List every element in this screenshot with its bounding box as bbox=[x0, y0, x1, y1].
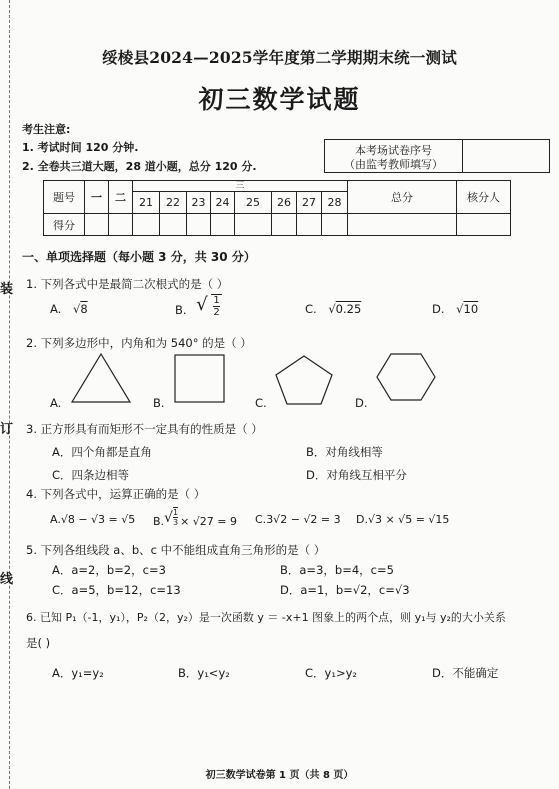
q5-option-b: B．a=3，b=4，c=5 bbox=[280, 563, 394, 577]
q4-c-label: C. bbox=[255, 513, 267, 526]
q3-option-c: C．四条边相等 bbox=[52, 468, 130, 482]
q4-stem: 4. 下列各式中，运算正确的是（ ） bbox=[26, 487, 206, 501]
q4-b-label: B. bbox=[153, 515, 165, 528]
q1-c-label: C. bbox=[305, 302, 317, 316]
q5-option-d: D．a=1，b=√2，c=√3 bbox=[280, 583, 410, 597]
score-num: 21 bbox=[133, 192, 160, 214]
q3-stem: 3. 正方形具有而矩形不一定具有的性质是（ ） bbox=[26, 422, 263, 436]
q1-d-radicand: 10 bbox=[463, 302, 479, 316]
score-num: 24 bbox=[211, 192, 235, 214]
score-num: 28 bbox=[322, 192, 348, 214]
q4-b-expr: × √27 = 9 bbox=[180, 515, 237, 528]
score-num: 27 bbox=[297, 192, 322, 214]
hexagon-icon bbox=[375, 352, 437, 402]
q2-option-a: A. bbox=[50, 396, 62, 410]
square-icon bbox=[174, 354, 226, 404]
q4-option-d bbox=[356, 513, 449, 526]
q3-option-d: D．对角线互相平分 bbox=[306, 468, 407, 482]
seat-number-box bbox=[324, 139, 550, 173]
score-num: 23 bbox=[187, 192, 211, 214]
binding-char-3: 线 bbox=[0, 572, 14, 587]
q1-c-radicand: 0.25 bbox=[335, 302, 362, 316]
q4-d-label: D. bbox=[356, 513, 368, 526]
q1-b-label: B. bbox=[175, 303, 187, 317]
q1-option-a: A. √8 bbox=[50, 302, 88, 316]
q4-a-label: A. bbox=[50, 513, 61, 526]
notice-item-2: 2. 全卷共三道大题，28 道小题，总分 120 分. bbox=[22, 160, 257, 173]
score-num: 22 bbox=[160, 192, 187, 214]
seat-box-line2: （由监考教师填写） bbox=[344, 158, 443, 171]
q4-d-expr: √3 × √5 = √15 bbox=[367, 513, 450, 526]
q1-b-denominator: 2 bbox=[213, 307, 220, 318]
score-group-3: 三 bbox=[133, 181, 348, 192]
q4-option-c bbox=[255, 513, 341, 526]
q6-stem-line2: 是( ) bbox=[26, 636, 51, 650]
score-table bbox=[43, 180, 511, 236]
q1-a-radicand: 8 bbox=[80, 302, 88, 316]
q4-a-expr: √8 − √3 = √5 bbox=[60, 513, 136, 526]
q1-a-label: A. bbox=[50, 302, 62, 316]
q1-option-d: D. √10 bbox=[432, 302, 479, 316]
q6-option-c: C．y₁>y₂ bbox=[305, 666, 357, 680]
q2-option-d: D. bbox=[355, 396, 368, 410]
q1-option-c: C. √0.25 bbox=[305, 302, 362, 316]
triangle-icon bbox=[70, 352, 132, 404]
page-footer: 初三数学试卷第 1 页（共 8 页） bbox=[205, 770, 354, 781]
score-row-label: 得分 bbox=[44, 214, 85, 236]
exam-subtitle: 初三数学试题 bbox=[198, 85, 361, 114]
score-num: 25 bbox=[235, 192, 272, 214]
q6-option-a: A．y₁=y₂ bbox=[52, 666, 104, 680]
q5-stem: 5. 下列各组线段 a、b、c 中不能组成直角三角形的是（ ） bbox=[26, 543, 326, 557]
q5-option-a: A．a=2，b=2，c=3 bbox=[52, 563, 166, 577]
q2-option-c: C. bbox=[255, 396, 267, 410]
q1-stem: 1. 下列各式中是最简二次根式的是（ ） bbox=[26, 277, 229, 291]
q1-d-label: D. bbox=[432, 302, 445, 316]
q4-option-a bbox=[50, 513, 135, 526]
q1-option-b: B. √ $\frac{1}{2}$ bbox=[175, 294, 220, 318]
q4-c-expr: 3√2 − √2 = 3 bbox=[266, 513, 341, 526]
score-col-1: 一 bbox=[85, 181, 109, 214]
exam-title: 绥棱县2024—2025学年度第二学期期末统一测试 bbox=[102, 48, 457, 67]
score-total: 总分 bbox=[348, 181, 457, 214]
seat-box-line1: 本考场试卷序号 bbox=[355, 144, 432, 157]
notice-heading: 考生注意: bbox=[22, 123, 71, 136]
binding-line bbox=[9, 0, 10, 789]
q5-option-c: C．a=5，b=12，c=13 bbox=[52, 583, 181, 597]
score-checker: 核分人 bbox=[457, 181, 511, 214]
q3-option-a: A．四个角都是直角 bbox=[52, 445, 152, 459]
q2-option-b: B. bbox=[153, 396, 165, 410]
q4-option-b: B.√ $\frac{1}{3}$ × √27 = 9 bbox=[153, 508, 237, 528]
score-col-2: 二 bbox=[109, 181, 133, 214]
q6-stem-line1: 6. 已知 P₁（-1，y₁），P₂（2，y₂）是一次函数 y ＝ -x+1 图象上的两个点，则 y₁与 y₂的大小关系 bbox=[26, 611, 506, 624]
q1-b-numerator: 1 bbox=[213, 295, 220, 306]
q2-stem: 2. 下列多边形中，内角和为 540° 的是（ ） bbox=[26, 336, 252, 350]
q6-option-d: D．不能确定 bbox=[432, 666, 499, 680]
binding-char-2: 订 bbox=[0, 422, 14, 437]
q6-option-b: B．y₁<y₂ bbox=[178, 666, 230, 680]
score-table-label: 题号 bbox=[44, 181, 85, 214]
section-1-title: 一、单项选择题（每小题 3 分，共 30 分） bbox=[22, 250, 256, 264]
binding-char-1: 装 bbox=[0, 282, 14, 297]
q3-option-b: B．对角线相等 bbox=[306, 445, 383, 459]
notice-item-1: 1. 考试时间 120 分钟. bbox=[22, 141, 139, 154]
score-num: 26 bbox=[272, 192, 297, 214]
pentagon-icon bbox=[274, 354, 334, 406]
